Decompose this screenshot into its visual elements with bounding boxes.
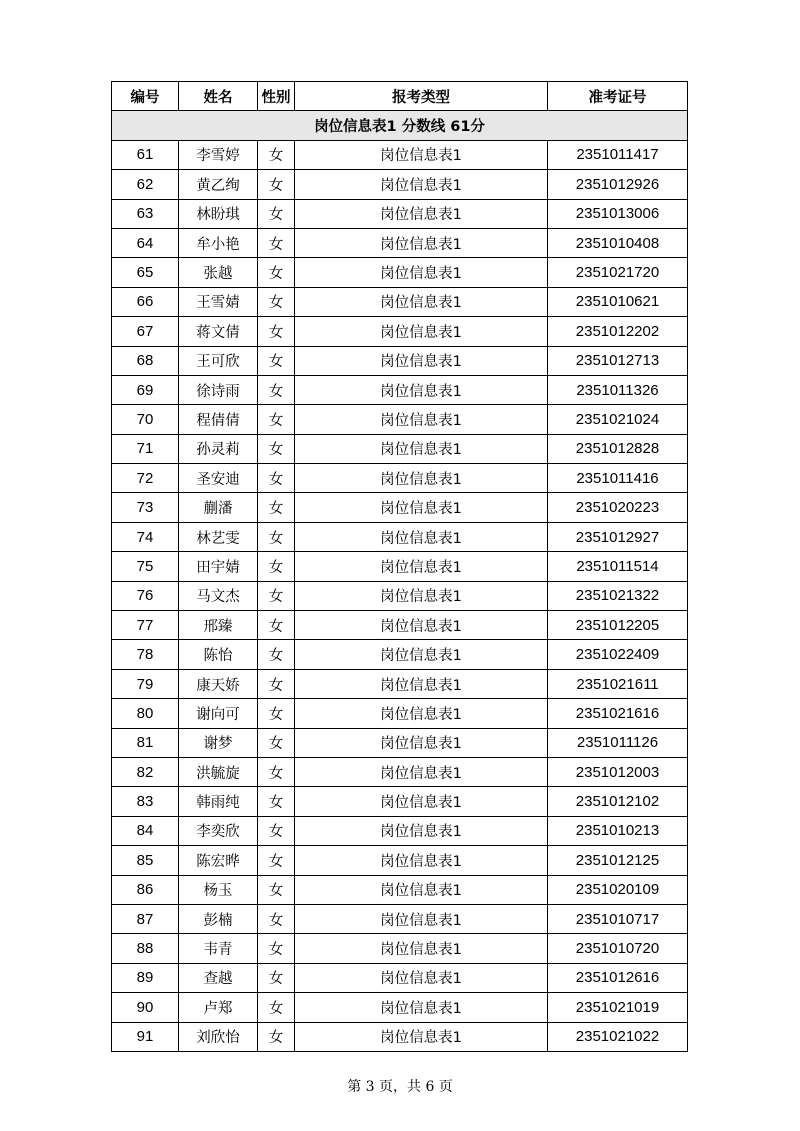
cell-gender: 女	[258, 375, 295, 404]
table-row	[112, 757, 688, 786]
cell-gender: 女	[258, 258, 295, 287]
cell-type: 岗位信息表1	[295, 375, 548, 404]
cell-type: 岗位信息表1	[295, 787, 548, 816]
cell-num: 74	[112, 522, 179, 551]
cell-exam-id: 2351013006	[548, 199, 688, 228]
table-row	[112, 1022, 688, 1051]
cell-exam-id: 2351012202	[548, 317, 688, 346]
table-row	[112, 816, 688, 845]
header-type: 报考类型	[295, 82, 548, 111]
cell-num: 87	[112, 904, 179, 933]
cell-exam-id: 2351010408	[548, 228, 688, 257]
cell-num: 84	[112, 816, 179, 845]
cell-gender: 女	[258, 287, 295, 316]
cell-name: 蒯潘	[179, 493, 258, 522]
table-row	[112, 875, 688, 904]
cell-num: 64	[112, 228, 179, 257]
cell-num: 77	[112, 611, 179, 640]
cell-num: 90	[112, 993, 179, 1022]
table-row	[112, 375, 688, 404]
cell-gender: 女	[258, 904, 295, 933]
cell-exam-id: 2351022409	[548, 640, 688, 669]
cell-exam-id: 2351021022	[548, 1022, 688, 1051]
cell-num: 81	[112, 728, 179, 757]
cell-type: 岗位信息表1	[295, 405, 548, 434]
cell-exam-id: 2351011514	[548, 552, 688, 581]
cell-num: 61	[112, 140, 179, 169]
cell-exam-id: 2351021611	[548, 669, 688, 698]
header-id: 准考证号	[548, 82, 688, 111]
table-row	[112, 963, 688, 992]
cell-name: 马文杰	[179, 581, 258, 610]
cell-num: 67	[112, 317, 179, 346]
cell-exam-id: 2351012125	[548, 846, 688, 875]
results-table	[111, 81, 688, 1052]
cell-type: 岗位信息表1	[295, 669, 548, 698]
cell-type: 岗位信息表1	[295, 816, 548, 845]
cell-gender: 女	[258, 816, 295, 845]
cell-type: 岗位信息表1	[295, 258, 548, 287]
page-footer: 第 3 页，共 6 页	[347, 1079, 453, 1095]
cell-exam-id: 2351010717	[548, 904, 688, 933]
cell-gender: 女	[258, 199, 295, 228]
cell-name: 韩雨纯	[179, 787, 258, 816]
cell-exam-id: 2351012102	[548, 787, 688, 816]
cell-exam-id: 2351012616	[548, 963, 688, 992]
cell-name: 程倩倩	[179, 405, 258, 434]
table-row	[112, 493, 688, 522]
cell-num: 85	[112, 846, 179, 875]
table-row	[112, 699, 688, 728]
table-row	[112, 317, 688, 346]
table-row	[112, 522, 688, 551]
table-row	[112, 904, 688, 933]
cell-type: 岗位信息表1	[295, 140, 548, 169]
table-body	[112, 111, 688, 1052]
table-row	[112, 787, 688, 816]
cell-exam-id: 2351021720	[548, 258, 688, 287]
cell-exam-id: 2351020223	[548, 493, 688, 522]
table-row	[112, 140, 688, 169]
table-row	[112, 993, 688, 1022]
cell-type: 岗位信息表1	[295, 699, 548, 728]
cell-num: 91	[112, 1022, 179, 1051]
cell-type: 岗位信息表1	[295, 199, 548, 228]
cell-num: 88	[112, 934, 179, 963]
cell-gender: 女	[258, 140, 295, 169]
cell-gender: 女	[258, 228, 295, 257]
cell-num: 83	[112, 787, 179, 816]
cell-num: 76	[112, 581, 179, 610]
cell-gender: 女	[258, 1022, 295, 1051]
table-row	[112, 287, 688, 316]
cell-num: 62	[112, 170, 179, 199]
cell-num: 71	[112, 434, 179, 463]
cell-name: 彭楠	[179, 904, 258, 933]
cell-type: 岗位信息表1	[295, 934, 548, 963]
table-row	[112, 170, 688, 199]
section-label: 岗位信息表1 分数线 61分	[112, 111, 688, 140]
cell-name: 韦青	[179, 934, 258, 963]
cell-num: 79	[112, 669, 179, 698]
cell-type: 岗位信息表1	[295, 317, 548, 346]
cell-type: 岗位信息表1	[295, 846, 548, 875]
cell-name: 谢向可	[179, 699, 258, 728]
cell-type: 岗位信息表1	[295, 728, 548, 757]
cell-type: 岗位信息表1	[295, 522, 548, 551]
table-row	[112, 405, 688, 434]
cell-name: 杨玉	[179, 875, 258, 904]
cell-gender: 女	[258, 787, 295, 816]
cell-num: 86	[112, 875, 179, 904]
header-num: 编号	[112, 82, 179, 111]
table-row	[112, 346, 688, 375]
header-name: 姓名	[179, 82, 258, 111]
cell-type: 岗位信息表1	[295, 434, 548, 463]
cell-name: 洪毓旋	[179, 757, 258, 786]
cell-num: 65	[112, 258, 179, 287]
cell-name: 邢臻	[179, 611, 258, 640]
cell-exam-id: 2351012828	[548, 434, 688, 463]
cell-num: 89	[112, 963, 179, 992]
cell-gender: 女	[258, 552, 295, 581]
cell-name: 牟小艳	[179, 228, 258, 257]
cell-exam-id: 2351021019	[548, 993, 688, 1022]
cell-type: 岗位信息表1	[295, 904, 548, 933]
cell-name: 李奕欣	[179, 816, 258, 845]
cell-name: 蒋文倩	[179, 317, 258, 346]
cell-exam-id: 2351012713	[548, 346, 688, 375]
table-row	[112, 228, 688, 257]
cell-gender: 女	[258, 728, 295, 757]
cell-name: 李雪婷	[179, 140, 258, 169]
cell-type: 岗位信息表1	[295, 993, 548, 1022]
cell-gender: 女	[258, 640, 295, 669]
cell-gender: 女	[258, 875, 295, 904]
cell-name: 林艺雯	[179, 522, 258, 551]
cell-type: 岗位信息表1	[295, 552, 548, 581]
table-row	[112, 581, 688, 610]
cell-name: 徐诗雨	[179, 375, 258, 404]
cell-name: 康天娇	[179, 669, 258, 698]
cell-num: 82	[112, 757, 179, 786]
table-row	[112, 199, 688, 228]
table-row	[112, 640, 688, 669]
cell-exam-id: 2351020109	[548, 875, 688, 904]
cell-type: 岗位信息表1	[295, 757, 548, 786]
cell-exam-id: 2351012927	[548, 522, 688, 551]
cell-gender: 女	[258, 317, 295, 346]
header-gender: 性别	[258, 82, 295, 111]
cell-gender: 女	[258, 581, 295, 610]
cell-name: 王可欣	[179, 346, 258, 375]
cell-type: 岗位信息表1	[295, 640, 548, 669]
cell-name: 田宇婧	[179, 552, 258, 581]
cell-gender: 女	[258, 405, 295, 434]
cell-exam-id: 2351011126	[548, 728, 688, 757]
cell-num: 63	[112, 199, 179, 228]
table-row	[112, 669, 688, 698]
cell-gender: 女	[258, 170, 295, 199]
cell-gender: 女	[258, 699, 295, 728]
cell-exam-id: 2351021616	[548, 699, 688, 728]
cell-exam-id: 2351021322	[548, 581, 688, 610]
table-row	[112, 434, 688, 463]
cell-type: 岗位信息表1	[295, 346, 548, 375]
cell-gender: 女	[258, 522, 295, 551]
cell-name: 陈怡	[179, 640, 258, 669]
table-row	[112, 728, 688, 757]
cell-name: 黄乙绚	[179, 170, 258, 199]
cell-num: 70	[112, 405, 179, 434]
cell-exam-id: 2351011416	[548, 464, 688, 493]
header-row	[112, 82, 688, 111]
cell-name: 圣安迪	[179, 464, 258, 493]
cell-num: 73	[112, 493, 179, 522]
cell-exam-id: 2351011326	[548, 375, 688, 404]
cell-type: 岗位信息表1	[295, 1022, 548, 1051]
cell-gender: 女	[258, 669, 295, 698]
table-row	[112, 464, 688, 493]
cell-name: 卢郑	[179, 993, 258, 1022]
cell-gender: 女	[258, 464, 295, 493]
cell-exam-id: 2351011417	[548, 140, 688, 169]
cell-exam-id: 2351010720	[548, 934, 688, 963]
cell-num: 72	[112, 464, 179, 493]
cell-name: 谢梦	[179, 728, 258, 757]
cell-gender: 女	[258, 993, 295, 1022]
cell-exam-id: 2351012003	[548, 757, 688, 786]
cell-name: 刘欣怡	[179, 1022, 258, 1051]
cell-gender: 女	[258, 434, 295, 463]
cell-gender: 女	[258, 611, 295, 640]
cell-num: 78	[112, 640, 179, 669]
cell-gender: 女	[258, 493, 295, 522]
table-row	[112, 258, 688, 287]
cell-exam-id: 2351010621	[548, 287, 688, 316]
cell-gender: 女	[258, 346, 295, 375]
cell-num: 80	[112, 699, 179, 728]
cell-name: 张越	[179, 258, 258, 287]
cell-type: 岗位信息表1	[295, 228, 548, 257]
section-row	[112, 111, 688, 140]
cell-type: 岗位信息表1	[295, 170, 548, 199]
cell-gender: 女	[258, 934, 295, 963]
table-row	[112, 611, 688, 640]
cell-num: 69	[112, 375, 179, 404]
cell-type: 岗位信息表1	[295, 963, 548, 992]
table-row	[112, 934, 688, 963]
cell-gender: 女	[258, 963, 295, 992]
cell-num: 75	[112, 552, 179, 581]
cell-type: 岗位信息表1	[295, 287, 548, 316]
cell-exam-id: 2351012926	[548, 170, 688, 199]
table-row	[112, 846, 688, 875]
cell-num: 68	[112, 346, 179, 375]
cell-name: 林盼琪	[179, 199, 258, 228]
cell-type: 岗位信息表1	[295, 611, 548, 640]
cell-exam-id: 2351012205	[548, 611, 688, 640]
cell-exam-id: 2351021024	[548, 405, 688, 434]
cell-exam-id: 2351010213	[548, 816, 688, 845]
cell-name: 查越	[179, 963, 258, 992]
cell-name: 孙灵莉	[179, 434, 258, 463]
table-row	[112, 552, 688, 581]
cell-gender: 女	[258, 757, 295, 786]
cell-type: 岗位信息表1	[295, 875, 548, 904]
cell-name: 王雪婧	[179, 287, 258, 316]
cell-type: 岗位信息表1	[295, 464, 548, 493]
cell-name: 陈宏晔	[179, 846, 258, 875]
cell-gender: 女	[258, 846, 295, 875]
cell-num: 66	[112, 287, 179, 316]
cell-type: 岗位信息表1	[295, 581, 548, 610]
cell-type: 岗位信息表1	[295, 493, 548, 522]
